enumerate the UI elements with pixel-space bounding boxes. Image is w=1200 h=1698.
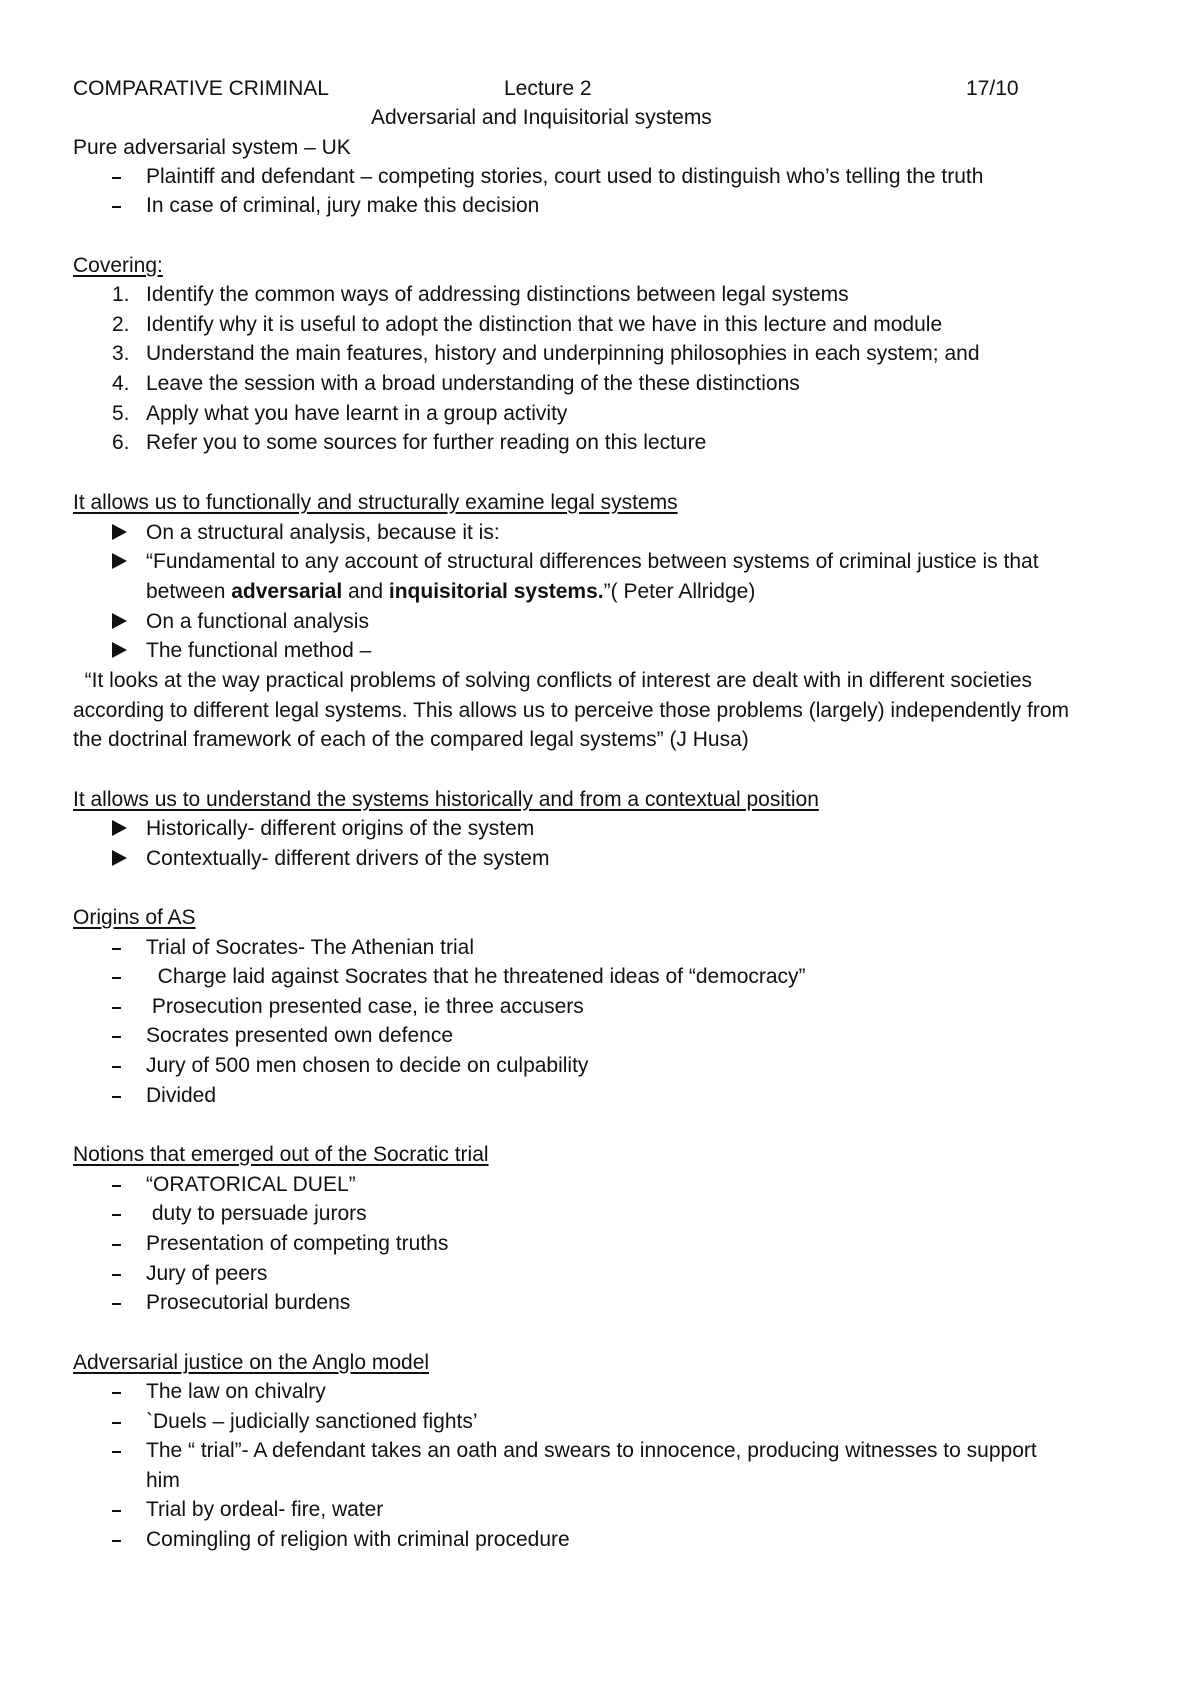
list-item: `Duels – judicially sanctioned fights’ [146,1410,478,1433]
list-item: Comingling of religion with criminal procedure [146,1528,570,1551]
list-item: duty to persuade jurors [146,1202,367,1225]
dash-bullet [112,948,121,950]
list-item: The functional method – [146,639,372,662]
quote-text: and [342,580,389,603]
list-item: Divided [146,1084,217,1107]
lecture-date: 17/10 [966,77,1019,100]
dash-bullet [112,1007,121,1009]
dash-bullet [112,1540,121,1542]
triangle-bullet-icon [112,850,127,866]
list-item: Leave the session with a broad understanding of the these distinctions [146,372,800,395]
husa-quote-line: the doctrinal framework of each of the compared legal systems” (J Husa) [73,728,749,751]
list-item: In case of criminal, jury make this decision [146,194,540,217]
list-item: Contextually- different drivers of the system [146,847,550,870]
quote-continuation [146,581,755,602]
list-item: Apply what you have learnt in a group activity [146,402,568,425]
dash-bullet [112,1185,121,1187]
intro-heading: Pure adversarial system – UK [73,136,351,159]
list-item: Jury of peers [146,1262,268,1285]
course-title: COMPARATIVE CRIMINAL [73,77,329,100]
triangle-bullet-icon [112,553,127,569]
dash-bullet [112,1274,121,1276]
list-item: Charge laid against Socrates that he threatened ideas of “democracy” [146,965,806,988]
list-item: On a structural analysis, because it is: [146,521,500,544]
covering-heading: Covering: [73,254,163,277]
list-number: 6. [112,431,130,454]
triangle-bullet-icon [112,524,127,540]
quote-bold-term: adversarial [231,580,343,603]
quote-bold-term: inquisitorial systems. [388,580,604,603]
historical-heading: It allows us to understand the systems historically and from a contextual position [73,788,819,811]
list-item: Plaintiff and defendant – competing stories, court used to distinguish who’s telling the truth [146,165,984,188]
quote-citation: ”( Peter Allridge) [603,580,756,603]
list-item: “Fundamental to any account of structural differences between systems of criminal justice is that [146,550,1039,573]
dash-bullet [112,1244,121,1246]
lecture-number: Lecture 2 [504,77,592,100]
document-title: Adversarial and Inquisitorial systems [371,106,712,129]
list-item: Refer you to some sources for further reading on this lecture [146,431,707,454]
dash-bullet [112,1036,121,1038]
triangle-bullet-icon [112,613,127,629]
list-item-continuation: him [146,1469,180,1492]
quote-text: between [146,580,232,603]
anglo-heading: Adversarial justice on the Anglo model [73,1351,430,1374]
dash-bullet [112,1451,121,1453]
dash-bullet [112,1096,121,1098]
list-item: “ORATORICAL DUEL” [146,1173,356,1196]
dash-bullet [112,1214,121,1216]
list-item: Trial by ordeal- fire, water [146,1498,384,1521]
dash-bullet [112,1422,121,1424]
list-number: 2. [112,313,130,336]
dash-bullet [112,1066,121,1068]
list-item: Understand the main features, history and underpinning philosophies in each system; and [146,342,980,365]
list-item: Trial of Socrates- The Athenian trial [146,936,474,959]
husa-quote-line: according to different legal systems. This allows us to perceive those problems (largely) independently from [73,699,1070,722]
list-item: On a functional analysis [146,610,369,633]
dash-bullet [112,1303,121,1305]
dash-bullet [112,206,121,208]
list-number: 4. [112,372,130,395]
list-item: Identify the common ways of addressing distinctions between legal systems [146,283,849,306]
functional-heading: It allows us to functionally and structurally examine legal systems [73,491,678,514]
list-item: Socrates presented own defence [146,1024,454,1047]
list-item: Presentation of competing truths [146,1232,449,1255]
list-number: 1. [112,283,130,306]
list-item: Prosecutorial burdens [146,1291,351,1314]
triangle-bullet-icon [112,642,127,658]
dash-bullet [112,1392,121,1394]
origins-heading: Origins of AS [73,906,196,929]
list-item: Jury of 500 men chosen to decide on culpability [146,1054,589,1077]
dash-bullet [112,977,121,979]
notions-heading: Notions that emerged out of the Socratic trial [73,1143,489,1166]
triangle-bullet-icon [112,820,127,836]
husa-quote-line: “It looks at the way practical problems of solving conflicts of interest are dealt with in different societies [73,669,1033,692]
dash-bullet [112,1510,121,1512]
list-item: Identify why it is useful to adopt the distinction that we have in this lecture and module [146,313,943,336]
list-number: 3. [112,342,130,365]
list-item: The law on chivalry [146,1380,326,1403]
list-item: Prosecution presented case, ie three accusers [146,995,584,1018]
dash-bullet [112,177,121,179]
list-item: The “ trial”- A defendant takes an oath and swears to innocence, producing witnesses to support [146,1439,1037,1462]
list-number: 5. [112,402,130,425]
list-item: Historically- different origins of the system [146,817,535,840]
